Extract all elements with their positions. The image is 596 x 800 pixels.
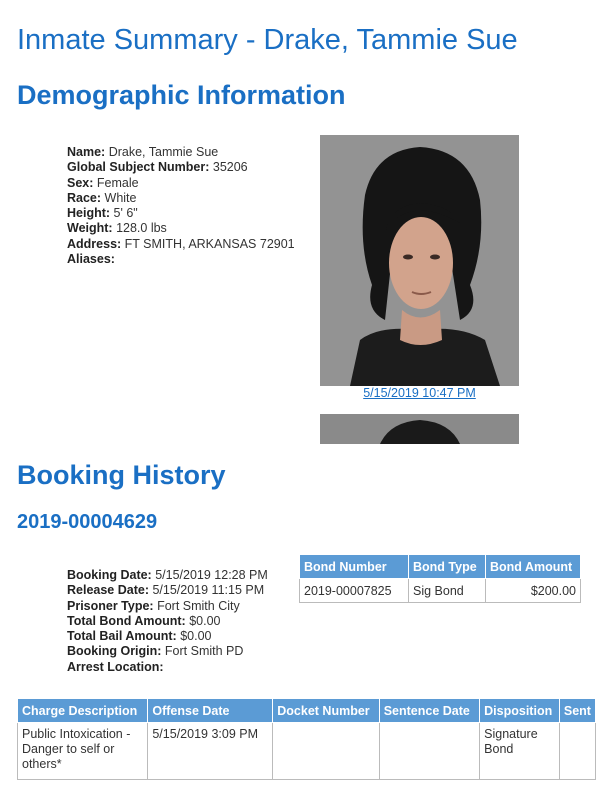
field-race: Race: White <box>67 190 137 205</box>
mugshot-photo-2[interactable] <box>320 414 519 444</box>
field-release-date: Release Date: 5/15/2019 11:15 PM <box>67 583 265 598</box>
offense-date-cell: 5/15/2019 3:09 PM <box>148 723 273 780</box>
field-global-subject-number: Global Subject Number: 35206 <box>67 160 248 175</box>
booking-history-heading: Booking History <box>17 460 226 490</box>
field-aliases: Aliases: <box>67 252 115 267</box>
mugshot-image <box>320 135 519 386</box>
field-height: Height: 5' 6" <box>67 206 138 221</box>
field-prisoner-type: Prisoner Type: Fort Smith City <box>67 598 240 613</box>
charge-description-header[interactable]: Charge Description <box>18 699 148 723</box>
disposition-cell: Signature Bond <box>480 723 560 780</box>
offense-date-header[interactable]: Offense Date <box>148 699 273 723</box>
bond-table <box>299 554 581 603</box>
sentence-header[interactable]: Sent <box>559 699 595 723</box>
charges-table-header <box>18 699 596 723</box>
bond-type-header[interactable]: Bond Type <box>409 555 486 579</box>
booking-number: 2019-00004629 <box>17 511 158 533</box>
charges-table <box>17 698 596 780</box>
disposition-header[interactable]: Disposition <box>480 699 560 723</box>
field-address: Address: FT SMITH, ARKANSAS 72901 <box>67 236 295 251</box>
page-title: Inmate Summary - Drake, Tammie Sue <box>17 24 518 56</box>
field-booking-date: Booking Date: 5/15/2019 12:28 PM <box>67 568 268 582</box>
table-row <box>18 723 596 780</box>
bond-amount-cell: $200.00 <box>486 579 581 603</box>
field-arrest-location: Arrest Location: <box>67 659 164 674</box>
docket-number-header[interactable]: Docket Number <box>273 699 379 723</box>
sentence-date-header[interactable]: Sentence Date <box>379 699 479 723</box>
field-total-bond-amount: Total Bond Amount: $0.00 <box>67 613 221 628</box>
docket-number-cell <box>273 723 379 780</box>
bond-number-header[interactable]: Bond Number <box>300 555 409 579</box>
demographic-info <box>67 145 295 267</box>
bond-type-cell: Sig Bond <box>409 579 486 603</box>
demographic-heading: Demographic Information <box>17 80 346 110</box>
mugshot-photo[interactable] <box>320 135 519 386</box>
field-sex: Sex: Female <box>67 175 139 190</box>
sentence-date-cell <box>379 723 479 780</box>
field-booking-origin: Booking Origin: Fort Smith PD <box>67 644 244 659</box>
charge-description-cell: Public Intoxication - Danger to self or others* <box>18 723 148 780</box>
field-total-bail-amount: Total Bail Amount: $0.00 <box>67 629 212 644</box>
table-row <box>300 579 581 603</box>
field-name: Name: Drake, Tammie Sue <box>67 145 219 159</box>
photo-date-link[interactable]: 5/15/2019 10:47 PM <box>363 386 476 400</box>
field-weight: Weight: 128.0 lbs <box>67 221 167 236</box>
booking-info <box>67 568 268 675</box>
sentence-cell <box>559 723 595 780</box>
bond-amount-header[interactable]: Bond Amount <box>486 555 581 579</box>
bond-number-cell: 2019-00007825 <box>300 579 409 603</box>
bond-table-header <box>300 555 581 579</box>
mugshot-image-2 <box>320 414 519 444</box>
